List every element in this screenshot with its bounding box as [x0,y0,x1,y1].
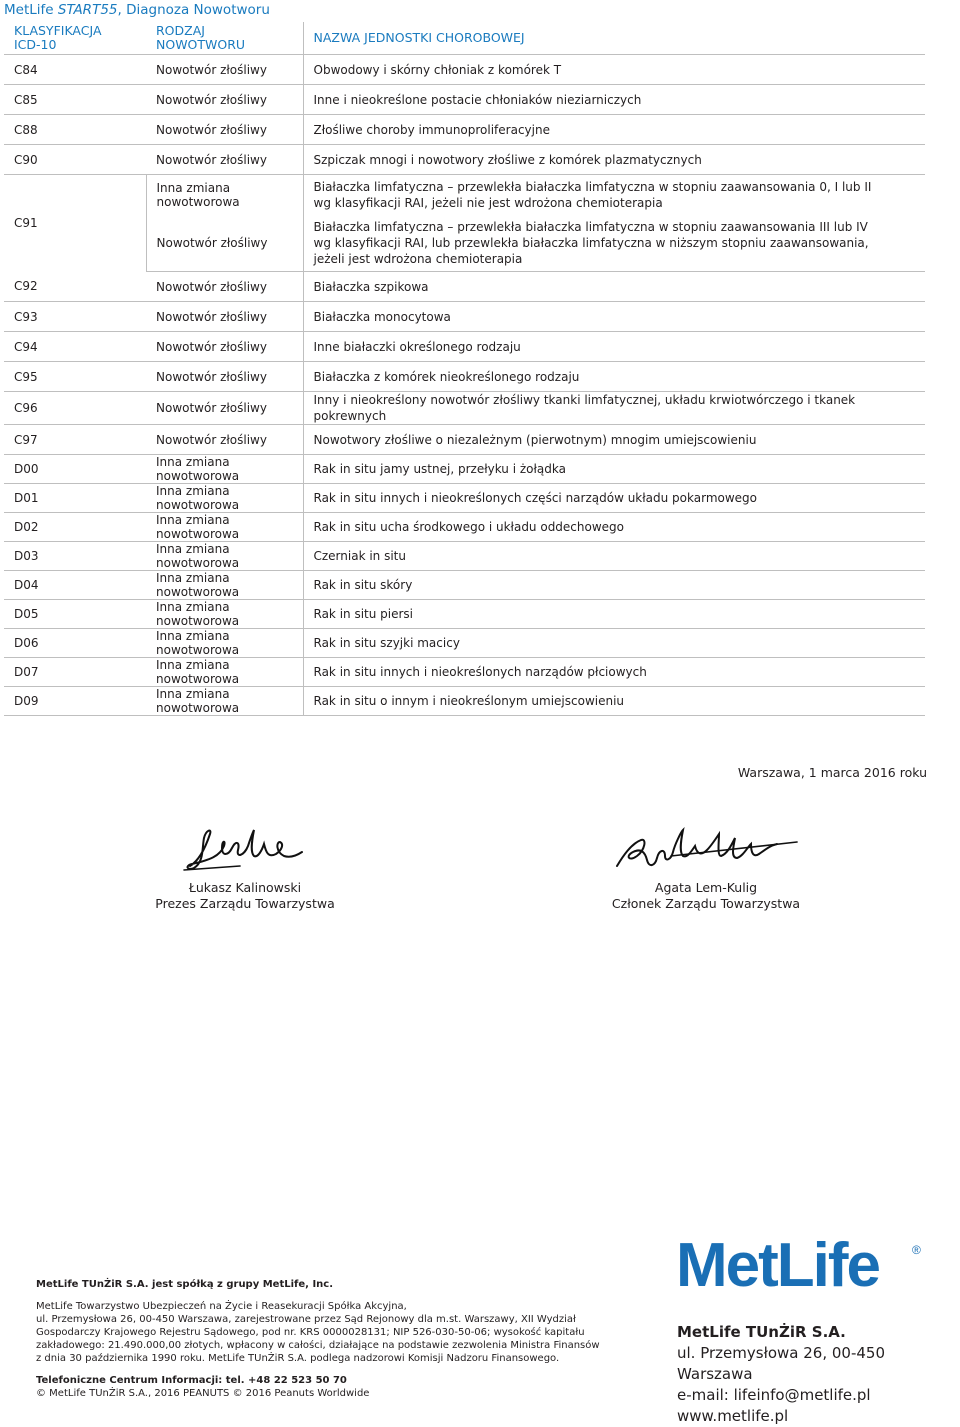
cell-name: Inne białaczki określonego rodzaju [303,332,925,362]
table-row [4,145,925,175]
logo-text: MetLife [676,1232,879,1292]
cell-type: Nowotwór złośliwy [146,115,303,145]
table-row [4,484,925,513]
table-row [4,272,925,302]
table-row [4,629,925,658]
logo-registered-mark: ® [912,1243,921,1257]
cell-type: Nowotwór złośliwy [146,55,303,85]
table-row [4,513,925,542]
signature-image [611,826,801,874]
table-row [4,302,925,332]
signature-block-left [145,826,345,912]
cell-code: D04 [4,571,146,600]
cell-name: Rak in situ skóry [303,571,925,600]
contact-email[interactable]: e-mail: lifeinfo@metlife.pl [677,1386,871,1404]
table-row [4,687,925,716]
cell-code: C96 [4,392,146,425]
contact-company: MetLife TUnŻiR S.A. [677,1323,846,1341]
cell-name: Szpiczak mnogi i nowotwory złośliwe z komórek plazmatycznych [303,145,925,175]
contact-web[interactable]: www.metlife.pl [677,1407,789,1425]
cell-type: Inna zmiana nowotworowa [146,513,303,542]
title-product: START55 [57,2,118,18]
cell-name: Rak in situ jamy ustnej, przełyku i żołądka [303,455,925,484]
cell-name: Rak in situ ucha środkowego i układu oddechowego [303,513,925,542]
cell-type: Inna zmiana nowotworowa [146,455,303,484]
cell-type: Inna zmiana nowotworowa [146,542,303,571]
cell-type: Nowotwór złośliwy [146,362,303,392]
cell-code: C84 [4,55,146,85]
cell-name: Złośliwe choroby immunoproliferacyjne [303,115,925,145]
cell-name: Białaczka z komórek nieokreślonego rodzaju [303,362,925,392]
cell-code: D07 [4,658,146,687]
table-body [4,55,925,716]
table-row [4,658,925,687]
date-place: Warszawa, 1 marca 2016 roku [737,765,927,780]
footer-contact [677,1322,960,1427]
signatory-name: Łukasz Kalinowski [188,880,302,895]
table-row [4,455,925,484]
footer-legal-line: MetLife Towarzystwo Ubezpieczeń na Życie i Reasekuracji Spółka Akcyjna, [36,1301,407,1312]
disease-table [4,22,925,716]
page-title [4,2,270,18]
cell-code: C88 [4,115,146,145]
footer-legal [36,1278,600,1400]
cell-type: Inna zmiana nowotworowa [146,571,303,600]
cell-code: C93 [4,302,146,332]
footer-legal-line: Gospodarczy Krajowego Rejestru Sądowego, pod nr. KRS 0000028131; NIP 526-030-50-06; wysokość kapitału [36,1327,585,1338]
signatory-role: Prezes Zarządu Towarzystwa [155,896,335,911]
cell-name: Inny i nieokreślony nowotwór złośliwy tkanki limfatycznej, układu krwiotwórczego i tkanek pokrewnych [303,392,925,425]
cell-name: Nowotwory złośliwe o niezależnym (pierwotnym) mnogim umiejscowieniu [303,425,925,455]
table-header-row [4,22,925,55]
cell-type: Inna zmiana nowotworowa [146,484,303,513]
cell-name: Inne i nieokreślone postacie chłoniaków nieziarniczych [303,85,925,115]
cell-type: Inna zmiana nowotworowa [146,687,303,716]
cell-name: Białaczka limfatyczna – przewlekła białaczka limfatyczna w stopniu zaawansowania III lub IV wg klasyfikacji RAI, lub przewlekła białaczka limfatyczna w niższym stopniu zaawansowania, jeżeli jest wdrożona chemioterapia [303,215,925,272]
footer-group-line: MetLife TUnŻiR S.A. jest spółką z grupy MetLife, Inc. [36,1279,334,1290]
table-row [4,332,925,362]
table-row [4,425,925,455]
cell-code: D06 [4,629,146,658]
table-row-c91-a [4,175,925,216]
cell-type: Inna zmiana nowotworowa [146,658,303,687]
cell-code: D00 [4,455,146,484]
footer-legal-line: ul. Przemysłowa 26, 00-450 Warszawa, zarejestrowane przez Sąd Rejonowy dla m.st. Warszawy, XII Wydział [36,1314,576,1325]
signatory-role: Członek Zarządu Towarzystwa [611,896,801,911]
footer-legal-line: z dnia 30 października 1990 roku. MetLife TUnŻiR S.A. podlega nadzorowi Komisji Nadzoru Finansowego. [36,1353,560,1364]
cell-code: C92 [4,272,146,302]
column-header-type: RODZAJ NOWOTWORU [146,22,303,55]
table-row [4,362,925,392]
cell-code: C97 [4,425,146,455]
cell-type: Nowotwór złośliwy [146,425,303,455]
cell-name: Rak in situ innych i nieokreślonych narządów płciowych [303,658,925,687]
table-row [4,115,925,145]
table-row [4,55,925,85]
metlife-logo [676,1232,926,1292]
cell-name: Rak in situ szyjki macicy [303,629,925,658]
contact-address: ul. Przemysłowa 26, 00-450 Warszawa [677,1344,885,1383]
cell-type: Nowotwór złośliwy [146,392,303,425]
table-row [4,571,925,600]
signatory-name: Agata Lem-Kulig [654,880,758,895]
cell-name: Białaczka monocytowa [303,302,925,332]
cell-code: D02 [4,513,146,542]
cell-name: Obwodowy i skórny chłoniak z komórek T [303,55,925,85]
footer-phone: Telefoniczne Centrum Informacji: tel. +48 22 523 50 70 [36,1375,347,1386]
signature-block-right [600,826,812,912]
footer-legal-line: zakładowego: 21.490.000,00 złotych, wpłacony w całości, działające na podstawie zezwolenia Ministra Finansów [36,1340,600,1351]
title-suffix: , Diagnoza Nowotworu [117,2,270,18]
table-row [4,85,925,115]
footer-copyright: © MetLife TUnŻiR S.A., 2016 PEANUTS © 2016 Peanuts Worldwide [36,1388,370,1399]
cell-name: Białaczka szpikowa [303,272,925,302]
cell-type: Nowotwór złośliwy [146,145,303,175]
cell-type: Inna zmiana nowotworowa [146,175,303,216]
table-row [4,542,925,571]
cell-type: Inna zmiana nowotworowa [146,629,303,658]
cell-code: C95 [4,362,146,392]
cell-code: D05 [4,600,146,629]
cell-code: D03 [4,542,146,571]
cell-type: Nowotwór złośliwy [146,302,303,332]
cell-code: D01 [4,484,146,513]
cell-name: Białaczka limfatyczna – przewlekła białaczka limfatyczna w stopniu zaawansowania 0, I lub II wg klasyfikacji RAI, jeżeli nie jest wdrożona chemioterapia [313,180,872,210]
table-row [4,600,925,629]
cell-name: Rak in situ piersi [303,600,925,629]
column-header-name: NAZWA JEDNOSTKI CHOROBOWEJ [303,22,925,55]
cell-type: Nowotwór złośliwy [146,215,303,272]
cell-code: C85 [4,85,146,115]
cell-name: Czerniak in situ [303,542,925,571]
cell-type: Inna zmiana nowotworowa [146,600,303,629]
cell-type: Nowotwór złośliwy [146,272,303,302]
table-row [4,392,925,425]
cell-name: Rak in situ innych i nieokreślonych części narządów układu pokarmowego [303,484,925,513]
cell-code: C90 [4,145,146,175]
cell-name: Rak in situ o innym i nieokreślonym umiejscowieniu [303,687,925,716]
title-brand: MetLife [4,2,54,18]
cell-code: D09 [4,687,146,716]
cell-type: Nowotwór złośliwy [146,85,303,115]
column-header-code: KLASYFIKACJA ICD-10 [4,22,146,55]
cell-code: C91 [4,175,146,272]
cell-code: C94 [4,332,146,362]
signature-image [180,826,310,874]
cell-type: Nowotwór złośliwy [146,332,303,362]
